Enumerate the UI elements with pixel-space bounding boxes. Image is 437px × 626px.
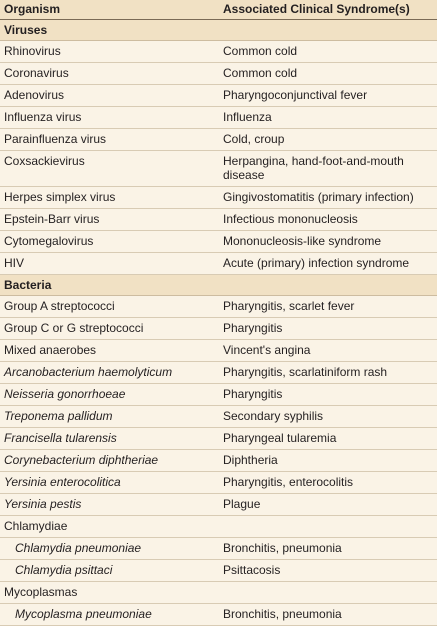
organism-cell: Corynebacterium diphtheriae	[0, 450, 219, 472]
syndrome-cell: Influenza	[219, 107, 437, 129]
organism-cell: Chlamydia psittaci	[0, 560, 219, 582]
table-row	[0, 41, 437, 63]
organism-cell: Cytomegalovirus	[0, 231, 219, 253]
syndrome-cell: Pharyngitis	[219, 318, 437, 340]
table-row	[0, 428, 437, 450]
table-row	[0, 63, 437, 85]
organism-cell: Treponema pallidum	[0, 406, 219, 428]
organism-cell: Chlamydia pneumoniae	[0, 538, 219, 560]
organism-cell: Mycoplasma pneumoniae	[0, 604, 219, 626]
syndrome-cell: Common cold	[219, 63, 437, 85]
table-row	[0, 604, 437, 626]
section-title: Bacteria	[0, 275, 437, 296]
syndrome-cell: Vincent's angina	[219, 340, 437, 362]
organism-cell: Arcanobacterium haemolyticum	[0, 362, 219, 384]
table-row	[0, 187, 437, 209]
syndrome-cell: Bronchitis, pneumonia	[219, 604, 437, 626]
syndrome-cell: Bronchitis, pneumonia	[219, 538, 437, 560]
syndrome-cell: Pharyngoconjunctival fever	[219, 85, 437, 107]
table-row	[0, 85, 437, 107]
syndrome-cell: Pharyngitis, enterocolitis	[219, 472, 437, 494]
syndrome-cell: Common cold	[219, 41, 437, 63]
syndrome-cell	[219, 516, 437, 538]
syndrome-cell: Secondary syphilis	[219, 406, 437, 428]
table-row	[0, 231, 437, 253]
syndrome-cell: Diphtheria	[219, 450, 437, 472]
organism-cell: Yersinia enterocolitica	[0, 472, 219, 494]
table-row	[0, 253, 437, 275]
organism-cell: Herpes simplex virus	[0, 187, 219, 209]
organism-cell: Yersinia pestis	[0, 494, 219, 516]
syndrome-cell: Pharyngitis, scarlet fever	[219, 296, 437, 318]
organism-cell: Influenza virus	[0, 107, 219, 129]
table-row	[0, 406, 437, 428]
organism-cell: Group C or G streptococci	[0, 318, 219, 340]
syndrome-cell: Pharyngitis	[219, 384, 437, 406]
table-row	[0, 560, 437, 582]
table-row	[0, 582, 437, 604]
table-row	[0, 340, 437, 362]
organism-cell: Group A streptococci	[0, 296, 219, 318]
organism-cell: Rhinovirus	[0, 41, 219, 63]
section-title: Viruses	[0, 20, 437, 41]
syndrome-cell: Mononucleosis-like syndrome	[219, 231, 437, 253]
table-row	[0, 450, 437, 472]
table-row	[0, 209, 437, 231]
table-row	[0, 494, 437, 516]
organism-cell: Adenovirus	[0, 85, 219, 107]
syndrome-cell: Pharyngitis, scarlatiniform rash	[219, 362, 437, 384]
organism-cell: Parainfluenza virus	[0, 129, 219, 151]
section-header-viruses	[0, 20, 437, 41]
syndrome-cell: Psittacosis	[219, 560, 437, 582]
syndrome-cell: Acute (primary) infection syndrome	[219, 253, 437, 275]
syndrome-cell: Infectious mononucleosis	[219, 209, 437, 231]
organism-cell: Francisella tularensis	[0, 428, 219, 450]
organism-cell: HIV	[0, 253, 219, 275]
column-header-organism: Organism	[0, 0, 219, 20]
organism-cell: Coxsackievirus	[0, 151, 219, 187]
table-row	[0, 129, 437, 151]
table-row	[0, 362, 437, 384]
table-row	[0, 107, 437, 129]
syndrome-cell: Pharyngeal tularemia	[219, 428, 437, 450]
table-row	[0, 472, 437, 494]
table-row	[0, 516, 437, 538]
table-row	[0, 151, 437, 187]
column-header-syndrome: Associated Clinical Syndrome(s)	[219, 0, 437, 20]
organism-cell: Epstein-Barr virus	[0, 209, 219, 231]
table-row	[0, 296, 437, 318]
syndrome-cell: Cold, croup	[219, 129, 437, 151]
table-row	[0, 384, 437, 406]
syndrome-cell	[219, 582, 437, 604]
table-header-row	[0, 0, 437, 20]
organism-cell: Chlamydiae	[0, 516, 219, 538]
table-row	[0, 538, 437, 560]
organism-cell: Mixed anaerobes	[0, 340, 219, 362]
organism-cell: Mycoplasmas	[0, 582, 219, 604]
table-row	[0, 318, 437, 340]
syndrome-cell: Gingivostomatitis (primary infection)	[219, 187, 437, 209]
syndrome-cell: Herpangina, hand-foot-and-mouth disease	[219, 151, 437, 187]
syndrome-cell: Plague	[219, 494, 437, 516]
organism-cell: Coronavirus	[0, 63, 219, 85]
section-header-bacteria	[0, 275, 437, 296]
organism-cell: Neisseria gonorrhoeae	[0, 384, 219, 406]
